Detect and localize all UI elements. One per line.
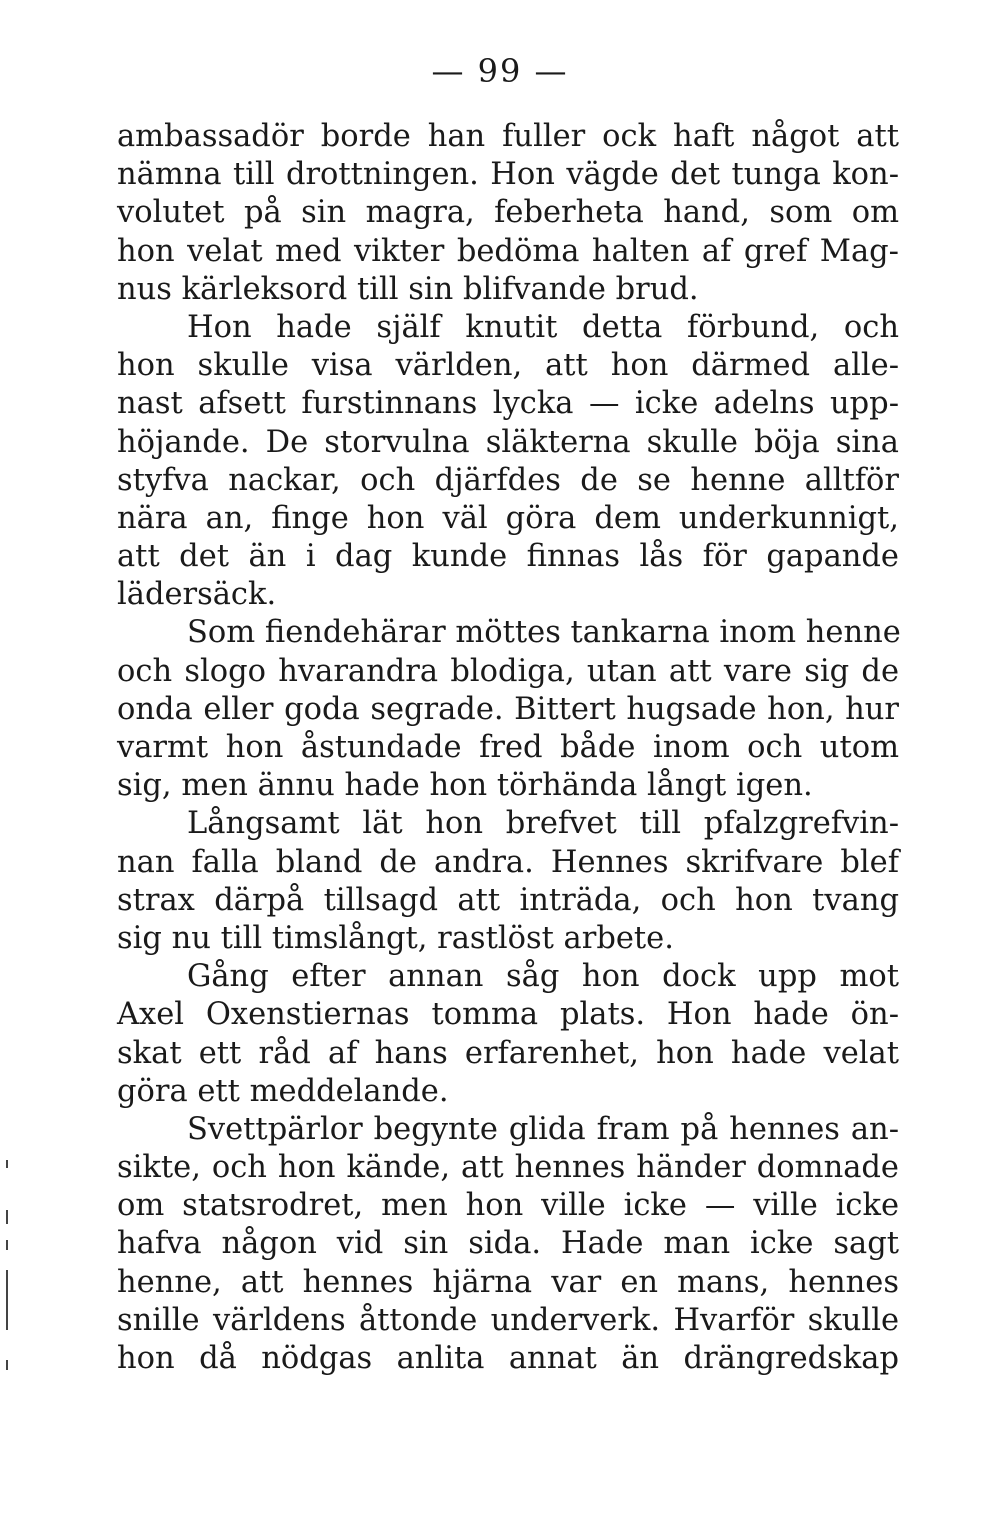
scan-mark [6, 1210, 8, 1224]
text-line: hafva någon vid sin sida. Hade man icke sagt [117, 1226, 899, 1262]
margin-scan-marks [4, 1160, 10, 1390]
text-line: nus kärleksord till sin blifvande brud. [117, 271, 699, 307]
text-line: onda eller goda segrade. Bittert hugsade hon, hur [117, 691, 899, 727]
scan-mark [6, 1360, 8, 1370]
text-line: skat ett råd af hans erfarenhet, hon hade velat [117, 1035, 899, 1071]
text-line: sig nu till timslångt, rastlöst arbete. [117, 920, 674, 956]
text-line: Axel Oxenstiernas tomma plats. Hon hade ön- [117, 997, 899, 1033]
text-line: varmt hon åstundade fred både inom och utom [117, 730, 899, 765]
scan-mark [6, 1240, 8, 1250]
text-line: och slogo hvarandra blodiga, utan att vare sig de [117, 653, 899, 689]
text-line: hon då nödgas anlita annat än drängredskap [117, 1341, 899, 1376]
text-line: Långsamt lät hon brefvet till pfalzgrefvin- [187, 806, 899, 842]
text-line: nast afsett furstinnans lycka — icke adelns upp- [117, 386, 899, 422]
scan-mark [6, 1270, 8, 1330]
text-line: nära an, finge hon väl göra dem underkunnigt, [117, 500, 899, 536]
text-line: Svettpärlor begynte glida fram på hennes an- [187, 1111, 899, 1147]
text-line: sikte, och hon kände, att hennes händer domnade [117, 1150, 899, 1186]
text-line: Som fiendehärar möttes tankarna inom henne [187, 615, 901, 651]
text-line: hon velat med vikter bedöma halten af gref Mag- [117, 233, 899, 269]
text-line: att det än i dag kunde finnas lås för gapande [117, 539, 899, 575]
text-line: nan falla bland de andra. Hennes skrifvare blef [117, 844, 899, 880]
text-line: göra ett meddelande. [117, 1073, 449, 1109]
text-line: styfva nackar, och djärfdes de se henne alltför [117, 462, 899, 498]
text-line: Gång efter annan såg hon dock upp mot [187, 959, 899, 995]
text-line: henne, att hennes hjärna var en mans, hennes [117, 1264, 899, 1300]
text-line: snille världens åttonde underverk. Hvarför skulle [117, 1302, 899, 1338]
text-line: volutet på sin magra, feberheta hand, som om [117, 195, 899, 231]
text-line: strax därpå tillsagd att inträda, och hon tvang [117, 882, 899, 918]
text-line: Hon hade själf knutit detta förbund, och [187, 309, 899, 345]
text-line: om statsrodret, men hon ville icke — ville icke [117, 1188, 899, 1224]
scan-mark [6, 1160, 8, 1168]
text-line: lädersäck. [117, 577, 277, 613]
body-text [117, 118, 899, 1378]
page-number: — 99 — [431, 52, 569, 90]
text-line: sig, men ännu hade hon törhända långt igen. [117, 768, 813, 804]
text-line: höjande. De storvulna släkterna skulle böja sina [117, 424, 899, 460]
text-line: hon skulle visa världen, att hon därmed alle- [117, 348, 899, 384]
text-line: ambassadör borde han fuller ock haft något att [117, 119, 899, 154]
text-line: nämna till drottningen. Hon vägde det tunga kon- [117, 157, 899, 193]
